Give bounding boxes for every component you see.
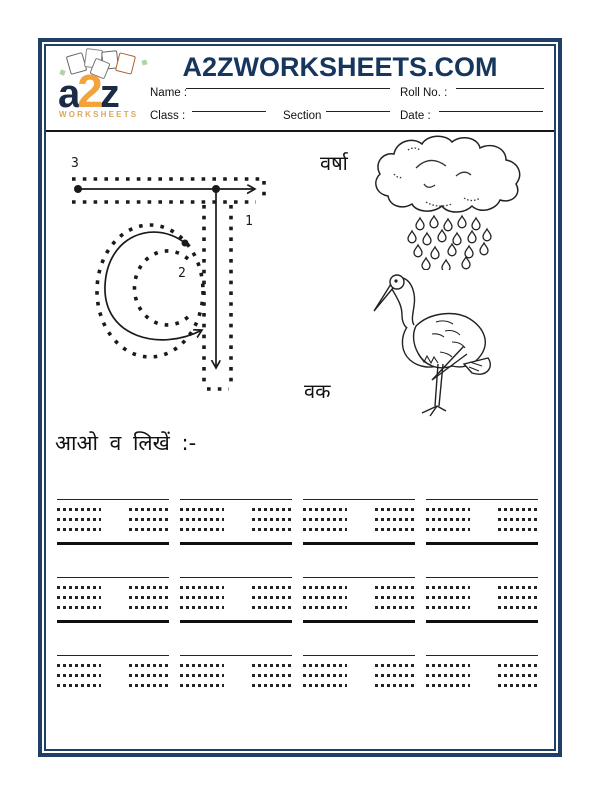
practice-cell <box>57 575 169 623</box>
loop-start-dot <box>182 240 189 247</box>
stroke-junction-dot <box>212 185 220 193</box>
practice-cell <box>180 653 292 701</box>
practice-cell-topline <box>180 655 292 656</box>
dotted-trace-letter <box>180 664 224 694</box>
practice-cell-bottomline <box>426 542 538 545</box>
bird-foot <box>422 406 446 416</box>
site-title: A2ZWORKSHEETS.COM <box>182 52 498 82</box>
practice-cell <box>426 497 538 545</box>
stroke-number-1: 1 <box>245 214 253 229</box>
name-field-line <box>186 88 390 89</box>
header-divider <box>46 130 554 132</box>
confetti-icon <box>141 59 147 65</box>
bird-beak <box>374 284 393 311</box>
dotted-trace-letter <box>252 508 292 538</box>
stroke-start-dot <box>74 185 82 193</box>
practice-cell <box>180 575 292 623</box>
rain-cloud-drawing <box>368 134 528 270</box>
class-field-line <box>192 111 266 112</box>
practice-cell-bottomline <box>57 620 169 623</box>
section-label: Section <box>283 110 322 122</box>
section-field-line <box>326 111 390 112</box>
stroke-number-3: 3 <box>71 156 79 171</box>
dotted-trace-letter <box>426 586 470 616</box>
practice-cell-topline <box>57 655 169 656</box>
practice-cell-topline <box>303 655 415 656</box>
bird-neck-back <box>403 278 415 325</box>
practice-cell <box>57 653 169 701</box>
roll-no-field-line <box>456 88 544 89</box>
name-label: Name : <box>150 87 188 99</box>
bird-eye <box>394 279 397 282</box>
dotted-trace-letter <box>129 586 169 616</box>
dotted-loop-inner <box>134 251 190 325</box>
class-label: Class : <box>150 110 186 122</box>
practice-cell-topline <box>426 499 538 500</box>
dotted-trace-letter <box>129 664 169 694</box>
dotted-trace-letter <box>426 664 470 694</box>
date-field-line <box>439 111 543 112</box>
dotted-trace-letter <box>375 664 415 694</box>
practice-cell-bottomline <box>303 620 415 623</box>
rain-word-label: वर्षा <box>320 151 348 175</box>
practice-cell-topline <box>303 577 415 578</box>
roll-no-label: Roll No. : <box>400 87 448 99</box>
dotted-trace-letter <box>498 664 538 694</box>
dotted-trace-letter <box>375 586 415 616</box>
practice-cell-topline <box>426 577 538 578</box>
practice-cell-topline <box>426 655 538 656</box>
practice-cell-bottomline <box>303 542 415 545</box>
dotted-trace-letter <box>57 508 101 538</box>
dotted-trace-letter <box>303 586 347 616</box>
practice-grid <box>57 497 538 701</box>
practice-cell-bottomline <box>426 620 538 623</box>
raindrops <box>408 216 491 270</box>
practice-cell-topline <box>303 499 415 500</box>
dotted-trace-letter <box>303 664 347 694</box>
dotted-trace-letter <box>57 664 101 694</box>
stroke-number-2: 2 <box>178 266 186 281</box>
practice-cell-bottomline <box>180 620 292 623</box>
practice-cell-topline <box>180 577 292 578</box>
crane-bird-drawing <box>366 268 514 420</box>
logo-subtitle: WORKSHEETS <box>59 110 139 119</box>
logo-letter-a: a <box>58 72 78 116</box>
practice-cell-bottomline <box>180 542 292 545</box>
letter-trace-diagram <box>58 143 273 398</box>
dotted-trace-letter <box>426 508 470 538</box>
practice-cell-bottomline <box>57 542 169 545</box>
dotted-trace-letter <box>252 586 292 616</box>
date-label: Date : <box>400 110 431 122</box>
crane-word-label: वक <box>304 379 331 403</box>
practice-cell <box>180 497 292 545</box>
dotted-trace-letter <box>498 586 538 616</box>
practice-cell-topline <box>180 499 292 500</box>
dotted-trace-letter <box>252 664 292 694</box>
logo-digit-2: 2 <box>77 65 100 117</box>
dotted-trace-letter <box>180 508 224 538</box>
dotted-trace-letter <box>498 508 538 538</box>
practice-cell <box>426 575 538 623</box>
practice-cell <box>426 653 538 701</box>
practice-cell <box>303 497 415 545</box>
practice-heading: आओ व लिखें :- <box>55 431 197 455</box>
dotted-trace-letter <box>57 586 101 616</box>
dotted-trace-letter <box>303 508 347 538</box>
practice-cell <box>57 497 169 545</box>
cloud-outline <box>376 136 520 212</box>
stroke-arrow-loop <box>105 232 202 340</box>
logo-letter-z: z <box>99 72 117 116</box>
practice-cell <box>303 653 415 701</box>
practice-cell <box>303 575 415 623</box>
paper-icon <box>115 52 136 75</box>
practice-cell-topline <box>57 577 169 578</box>
dotted-trace-letter <box>375 508 415 538</box>
dotted-trace-letter <box>129 508 169 538</box>
bird-neck-front <box>392 289 408 329</box>
dotted-trace-letter <box>180 586 224 616</box>
practice-cell-topline <box>57 499 169 500</box>
